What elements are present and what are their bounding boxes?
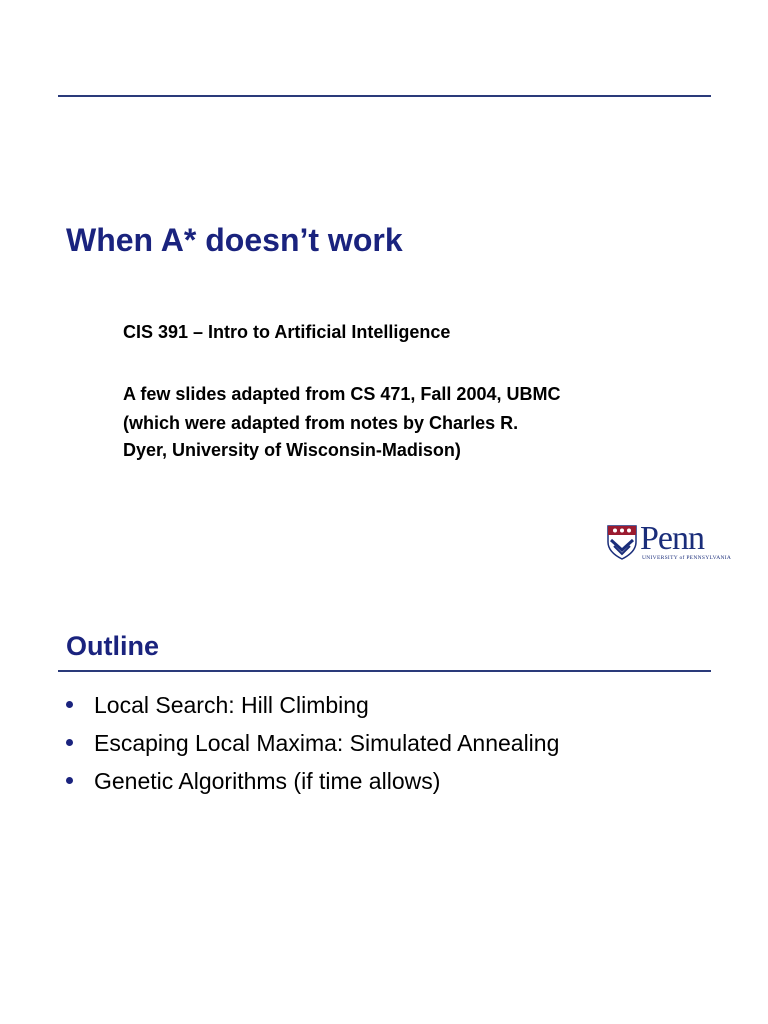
bullet-text: Local Search: Hill Climbing <box>94 692 369 718</box>
penn-subtext: UNIVERSITY of PENNSYLVANIA <box>642 555 732 561</box>
top-divider <box>58 95 711 97</box>
bullet-text: Genetic Algorithms (if time allows) <box>94 768 441 794</box>
bullet-icon <box>66 777 73 784</box>
credit-line-1: A few slides adapted from CS 471, Fall 2004, UBMC <box>123 384 561 404</box>
list-item <box>66 687 559 725</box>
list-item <box>66 725 559 763</box>
credit-line-2: (which were adapted from notes by Charles R. <box>123 413 519 433</box>
bullet-icon <box>66 701 73 708</box>
outline-list <box>66 687 559 801</box>
bullet-icon <box>66 739 73 746</box>
slide-title: When A* doesn’t work <box>66 222 403 258</box>
course-name: CIS 391 – Intro to Artificial Intelligence <box>123 322 451 342</box>
bullet-text: Escaping Local Maxima: Simulated Annealing <box>94 730 560 756</box>
outline-heading: Outline <box>66 631 159 661</box>
penn-logo <box>606 520 732 564</box>
list-item <box>66 763 559 801</box>
credit-line-3: Dyer, University of Wisconsin-Madison) <box>123 440 461 460</box>
penn-shield-icon <box>606 524 638 560</box>
penn-wordmark: Penn <box>640 520 704 557</box>
outline-divider <box>58 670 711 672</box>
